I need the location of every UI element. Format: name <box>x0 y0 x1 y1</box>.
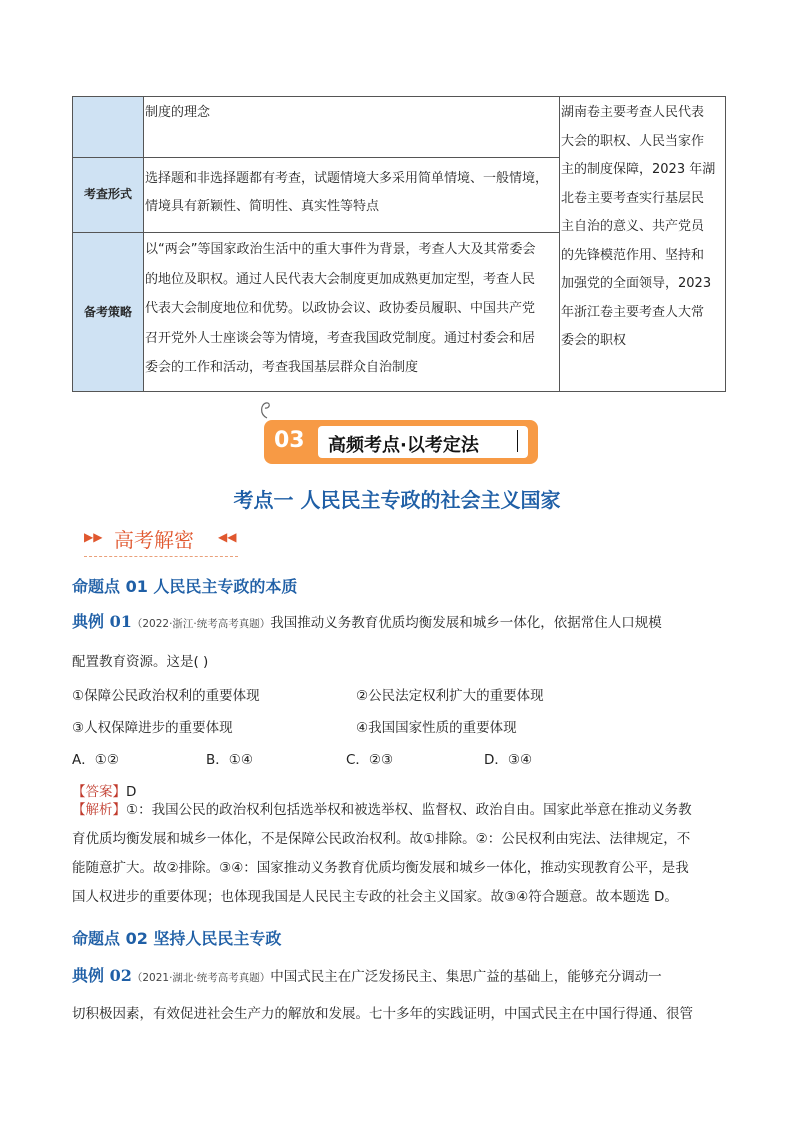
banner-title: 高频考点·以考定法 <box>328 435 479 456</box>
right-line: 北卷主要考查实行基层民 <box>561 190 705 206</box>
section-label-text: 高考解密 <box>114 528 194 552</box>
row-label-strategy: 备考策略 <box>83 305 132 319</box>
row3-line: 召开党外人士座谈会等为情境，考查我国政党制度。通过村委会和居 <box>145 330 536 346</box>
choice-b: B．①④ <box>206 752 253 768</box>
proposition-title-2: 命题点 02 坚持人民民主专政 <box>72 929 282 948</box>
example-1-stem <box>72 606 724 640</box>
double-arrow-left-icon: ◀◀ <box>218 530 237 544</box>
dashed-underline <box>84 556 238 557</box>
section-banner <box>264 414 538 464</box>
stem-text: 中国式民主在广泛发扬民主、集思广益的基础上，能够充分调动一 <box>270 969 662 985</box>
example-source: （2022·浙江·统考高考真题） <box>131 618 271 630</box>
text-cursor <box>517 430 518 452</box>
row2-line: 情境具有新颖性、简明性、真实性等特点 <box>145 199 380 214</box>
example-2-stem <box>72 960 724 994</box>
choice-d: D．③④ <box>484 752 533 768</box>
analysis-line <box>72 796 724 825</box>
table-divider <box>143 97 144 391</box>
right-line: 大会的职权、人民当家作 <box>561 133 705 149</box>
analysis-label: 【解析】 <box>72 802 126 818</box>
row2-text <box>145 165 559 221</box>
analysis-line: 能随意扩大。故②排除。③④：国家推动义务教育优质均衡发展和城乡一体化，推动实现教育公平，是我 <box>72 860 689 876</box>
stem-text: 我国推动义务教育优质均衡发展和城乡一体化，依据常住人口规模 <box>270 615 662 631</box>
double-arrow-right-icon: ▶▶ <box>84 530 103 544</box>
table-divider <box>73 157 559 158</box>
row3-line: 委会的工作和活动，考查我国基层群众自治制度 <box>145 360 419 375</box>
right-line: 主的制度保障，2023 年湖 <box>561 162 716 177</box>
right-column-text <box>561 99 721 356</box>
right-line: 湖南卷主要考查人民代表 <box>561 105 705 120</box>
exam-info-table <box>72 96 726 392</box>
example-source: （2021·湖北·统考高考真题） <box>131 972 271 984</box>
right-line: 主自治的意义、共产党员 <box>561 219 705 234</box>
analysis-text: ①：我国公民的政治权利包括选举权和被选举权、监督权、政治自由。国家此举意在推动义务教 <box>126 802 692 818</box>
choice-a: A．①② <box>72 752 119 768</box>
answer-value: D <box>126 784 137 800</box>
row3-line: 的地位及职权。通过人民代表大会制度更加成熟更加定型，考查人民 <box>145 271 536 287</box>
right-line: 委会的职权 <box>561 333 627 348</box>
row2-line: 选择题和非选择题都有考查，试题情境大多采用简单情境、一般情境， <box>145 171 549 186</box>
analysis-line: 国人权进步的重要体现；也体现我国是人民民主专政的社会主义国家。故③④符合题意。故本题选 D。 <box>72 889 678 905</box>
right-line: 的先锋模范作用、坚持和 <box>561 247 705 263</box>
banner-number: 03 <box>274 428 305 453</box>
table-divider <box>73 232 559 233</box>
row3-line: 代表大会制度地位和优势。以政协会议、政协委员履职、中国共产党 <box>145 301 536 316</box>
option-1: ①保障公民政治权利的重要体现 <box>72 688 260 704</box>
example-2-stem-2: 切积极因素，有效促进社会生产力的解放和发展。七十多年的实践证明，中国式民主在中国行得通、很管 <box>72 1006 693 1022</box>
example-label: 典例 02 <box>72 966 132 985</box>
label-column <box>73 97 143 391</box>
option-3: ③人权保障进步的重要体现 <box>72 720 233 736</box>
table-divider <box>559 97 560 391</box>
analysis <box>72 796 724 912</box>
kaodian-title: 考点一 人民民主专政的社会主义国家 <box>233 488 561 512</box>
option-4: ④我国国家性质的重要体现 <box>356 720 517 736</box>
proposition-title-1: 命题点 01 人民民主专政的本质 <box>72 577 298 596</box>
example-1-stem-2: 配置教育资源。这是( ) <box>72 654 209 670</box>
row1-text: 制度的理念 <box>145 105 211 120</box>
analysis-line: 育优质均衡发展和城乡一体化，不是保障公民政治权利。故①排除。②：公民权利由宪法、法律规定，不 <box>72 831 691 847</box>
answer-label: 【答案】 <box>72 784 126 800</box>
example-label: 典例 01 <box>72 612 132 631</box>
choice-c: C．②③ <box>346 752 394 768</box>
right-line: 加强党的全面领导，2023 <box>561 276 712 291</box>
right-line: 年浙江卷主要考查人大常 <box>561 304 705 320</box>
option-2: ②公民法定权利扩大的重要体现 <box>356 688 544 704</box>
row3-line: 以“两会”等国家政治生活中的重大事件为背景，考查人大及其常委会 <box>145 242 536 257</box>
row3-text <box>145 235 559 383</box>
row-label-form: 考查形式 <box>83 187 132 201</box>
